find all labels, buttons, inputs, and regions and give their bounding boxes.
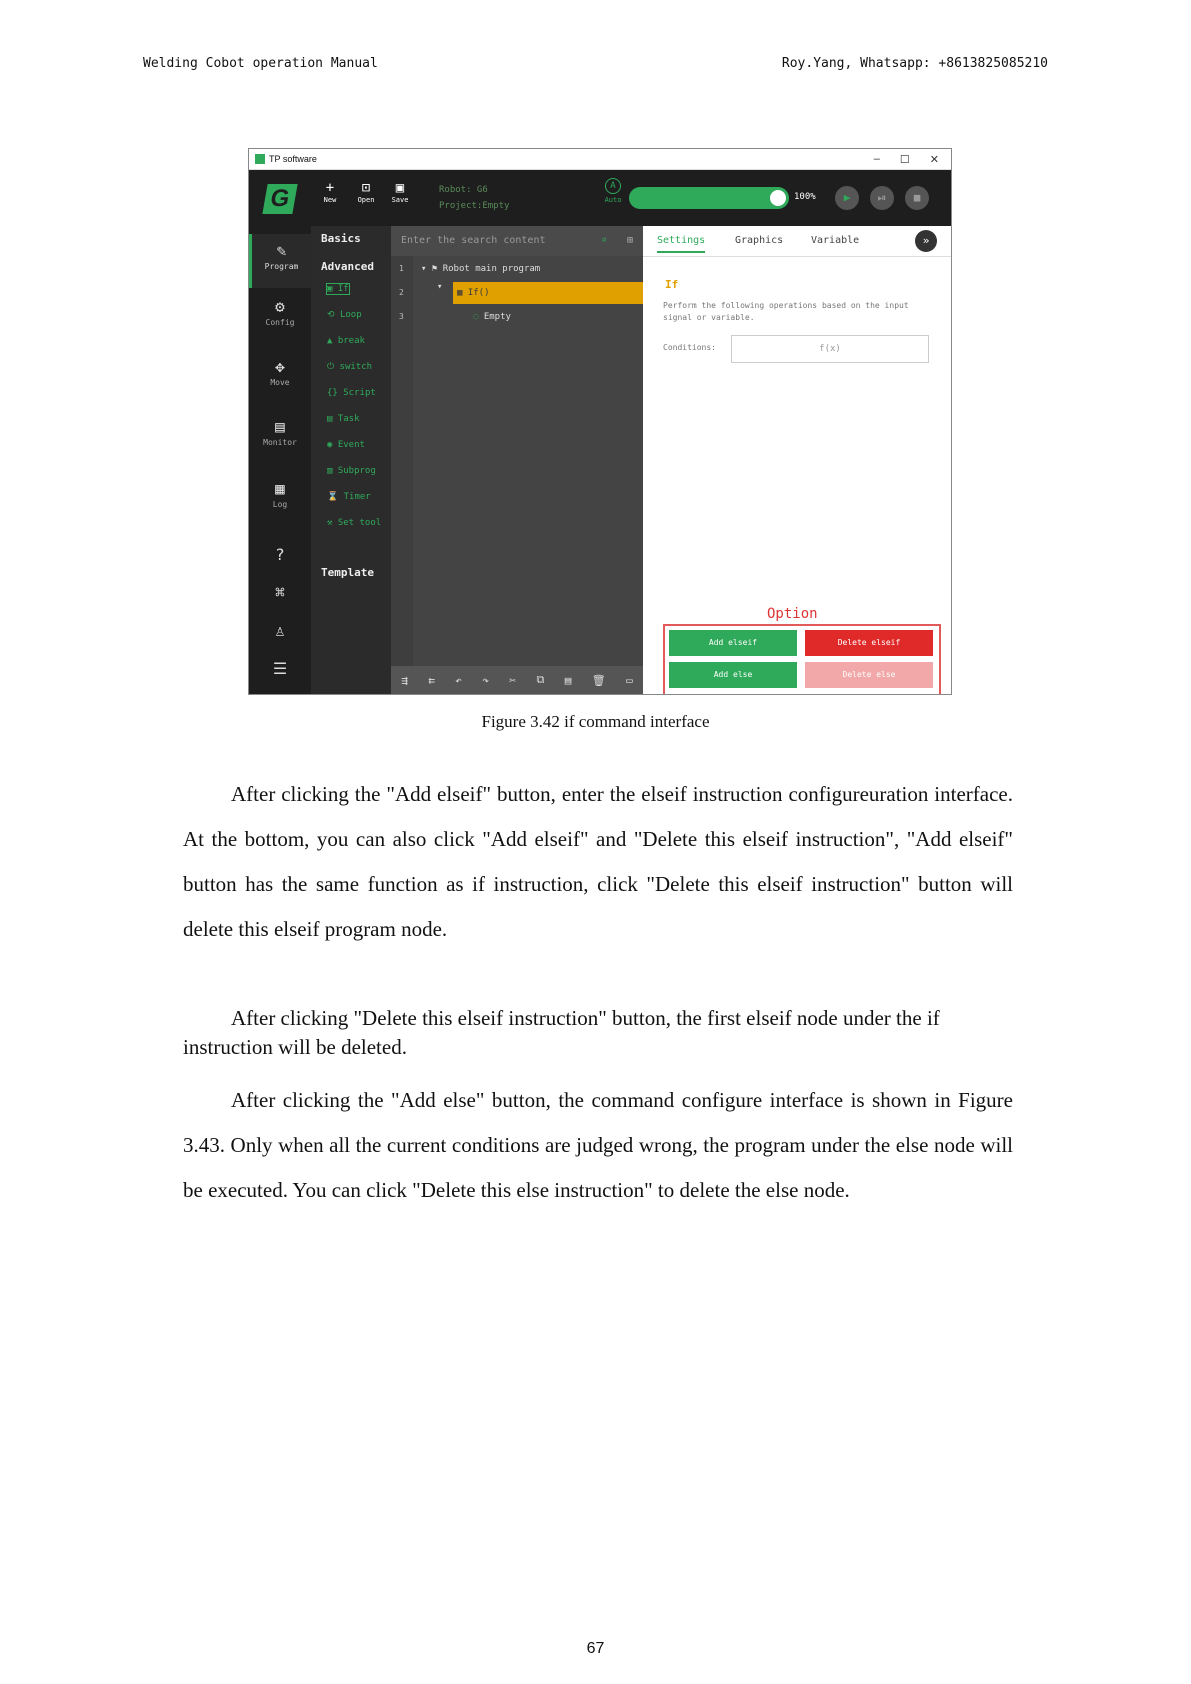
nav-menu[interactable] bbox=[249, 658, 311, 680]
header-right: Roy.Yang, Whatsapp: +8613825085210 bbox=[781, 56, 1048, 71]
paragraph: After clicking "Delete this elseif instruction" button, the first elseif node under the if instruction will be deleted. bbox=[183, 1006, 940, 1059]
nav-monitor[interactable] bbox=[249, 416, 311, 447]
category-column bbox=[311, 226, 391, 694]
conditions-label: Conditions: bbox=[663, 343, 716, 352]
paste-icon[interactable]: ▤ bbox=[564, 673, 572, 687]
menu-icon: ☰ bbox=[272, 659, 288, 678]
tree-node-if[interactable] bbox=[453, 282, 643, 304]
search-placeholder: Enter the search content bbox=[401, 235, 546, 246]
figure-caption: Figure 3.42 if command interface bbox=[481, 712, 710, 731]
category-item-label: If bbox=[337, 284, 349, 294]
tree-node-label: If() bbox=[467, 288, 490, 298]
line-numbers bbox=[391, 256, 413, 666]
app-logo: G bbox=[262, 184, 297, 214]
outdent-icon[interactable]: ⇇ bbox=[428, 673, 435, 687]
line-number: 3 bbox=[399, 312, 404, 321]
option-label: Option bbox=[767, 606, 818, 622]
category-item-set-tool[interactable] bbox=[327, 518, 381, 528]
category-item-label: Set tool bbox=[337, 518, 382, 528]
copy-icon[interactable]: ⧉ bbox=[536, 673, 545, 686]
app-small-logo-icon bbox=[255, 154, 265, 164]
nav-log[interactable] bbox=[249, 478, 311, 509]
add-elseif-button[interactable]: Add elseif bbox=[669, 630, 797, 656]
minimize-button[interactable]: – bbox=[873, 152, 880, 165]
category-item-script[interactable] bbox=[327, 388, 376, 398]
switch-icon: ⏻ bbox=[327, 362, 340, 372]
category-item-label: Task bbox=[337, 414, 360, 424]
nav-apps[interactable] bbox=[249, 582, 311, 604]
panel-description: Perform the following operations based on the input signal or variable. bbox=[663, 301, 909, 322]
save-label: Save bbox=[391, 196, 409, 204]
apps-icon: ⌘ bbox=[275, 583, 285, 602]
tree-expand-icon[interactable]: ▾ bbox=[437, 282, 443, 292]
task-icon: ▤ bbox=[327, 414, 338, 424]
log-icon: ▦ bbox=[275, 479, 285, 498]
robot-line: Robot: G6 bbox=[439, 185, 488, 195]
nav-monitor-label: Monitor bbox=[263, 438, 297, 447]
settings-panel bbox=[643, 226, 951, 694]
help-icon: ? bbox=[275, 545, 285, 564]
category-item-switch[interactable] bbox=[327, 362, 372, 372]
run-button[interactable]: ▶ bbox=[835, 186, 859, 210]
category-template[interactable]: Template bbox=[321, 566, 374, 579]
tree-node-main[interactable]: ▾ ⚑ Robot main program bbox=[421, 264, 541, 274]
category-item-label: switch bbox=[339, 362, 373, 372]
move-icon: ✥ bbox=[275, 357, 285, 376]
option-box bbox=[663, 624, 941, 695]
nav-help[interactable] bbox=[249, 544, 311, 566]
comment-icon[interactable]: ▭ bbox=[626, 673, 633, 687]
window-title: TP software bbox=[269, 154, 317, 164]
save-button[interactable] bbox=[387, 180, 413, 204]
search-icon[interactable]: ⌕ bbox=[600, 235, 607, 246]
collapse-icon[interactable]: ⊞ bbox=[626, 235, 633, 246]
project-line: Project:Empty bbox=[439, 201, 510, 211]
open-button[interactable] bbox=[353, 180, 379, 204]
new-button[interactable] bbox=[317, 180, 343, 204]
cut-icon[interactable]: ✂ bbox=[509, 673, 517, 687]
set-tool-icon: ⚒ bbox=[327, 518, 338, 528]
category-item-label: Event bbox=[337, 440, 365, 450]
redo-icon[interactable]: ↷ bbox=[482, 673, 489, 687]
speed-slider-knob[interactable] bbox=[768, 188, 788, 208]
config-icon: ⚙ bbox=[275, 297, 285, 316]
category-item-timer[interactable] bbox=[327, 492, 371, 502]
speed-percent: 100% bbox=[794, 192, 816, 202]
script-icon: {} bbox=[327, 388, 344, 398]
event-icon: ◉ bbox=[327, 440, 338, 450]
loop-icon: ⟲ bbox=[327, 310, 340, 320]
search-input[interactable] bbox=[391, 226, 643, 256]
top-toolbar bbox=[249, 170, 951, 226]
program-icon: ✎ bbox=[276, 241, 287, 260]
category-item-label: break bbox=[337, 336, 365, 346]
category-item-task[interactable] bbox=[327, 414, 360, 424]
indent-icon[interactable]: ⇶ bbox=[401, 673, 408, 687]
nav-program[interactable] bbox=[249, 234, 311, 288]
speed-slider[interactable] bbox=[629, 187, 789, 209]
nav-config-label: Config bbox=[265, 318, 295, 327]
category-item-if[interactable] bbox=[327, 284, 349, 294]
timer-icon: ⌛ bbox=[327, 492, 344, 502]
auto-icon: A bbox=[605, 178, 621, 194]
header-left: Welding Cobot operation Manual bbox=[143, 56, 378, 71]
if-node-icon: ▦ bbox=[457, 288, 463, 298]
empty-node-icon: ◌ bbox=[473, 312, 479, 322]
auto-label: Auto bbox=[604, 196, 622, 204]
category-item-label: Timer bbox=[343, 492, 371, 502]
add-else-button[interactable]: Add else bbox=[669, 662, 797, 688]
subprog-icon: ▥ bbox=[327, 466, 338, 476]
expand-panel-icon[interactable]: » bbox=[915, 230, 937, 252]
auto-button[interactable] bbox=[601, 178, 625, 204]
category-item-break[interactable] bbox=[327, 336, 365, 346]
paragraph: After clicking the "Add elseif" button, enter the elseif instruction configureuration interface. At the bottom, you can also click "Add elseif" and "Delete this elseif instruction", "Add elseif" button has the same function as if instruction, click "Delete this elseif instruction" button will delete this elseif program node. bbox=[183, 782, 1013, 941]
tree-node-empty[interactable] bbox=[473, 312, 511, 322]
category-item-event[interactable] bbox=[327, 440, 365, 450]
open-icon: ⊡ bbox=[361, 180, 371, 196]
open-label: Open bbox=[357, 196, 375, 204]
break-icon: ▲ bbox=[327, 336, 338, 346]
close-button[interactable]: ✕ bbox=[929, 153, 939, 166]
tree-node-label: Empty bbox=[483, 312, 511, 322]
panel-tabs bbox=[643, 226, 951, 257]
new-label: New bbox=[323, 196, 337, 204]
robot-info bbox=[439, 182, 509, 214]
category-item-loop[interactable] bbox=[327, 310, 362, 320]
tab-graphics[interactable]: Graphics bbox=[735, 235, 784, 246]
save-icon: ▣ bbox=[395, 180, 405, 196]
nav-log-label: Log bbox=[272, 500, 288, 509]
conditions-input[interactable]: f(x) bbox=[731, 335, 929, 363]
delete-else-button[interactable]: Delete else bbox=[805, 662, 933, 688]
maximize-button[interactable]: ☐ bbox=[899, 153, 910, 166]
window-titlebar bbox=[249, 149, 951, 170]
tab-settings[interactable]: Settings bbox=[657, 235, 705, 253]
nav-program-label: Program bbox=[264, 262, 299, 271]
nav-move[interactable] bbox=[249, 356, 311, 387]
category-item-subprog[interactable] bbox=[327, 466, 376, 476]
page-number: 67 bbox=[586, 1640, 605, 1657]
line-number: 1 bbox=[399, 264, 404, 273]
category-item-label: Subprog bbox=[337, 466, 376, 476]
delete-elseif-button[interactable]: Delete elseif bbox=[805, 630, 933, 656]
program-tree-panel bbox=[391, 226, 643, 694]
step-button[interactable]: ⏯ bbox=[870, 186, 894, 210]
tab-variable[interactable]: Variable bbox=[811, 235, 860, 246]
category-item-label: Loop bbox=[339, 310, 362, 320]
left-nav bbox=[249, 226, 311, 694]
if-icon: ▣ bbox=[327, 284, 338, 294]
nav-move-label: Move bbox=[270, 378, 290, 387]
nav-config[interactable] bbox=[249, 296, 311, 327]
software-screenshot bbox=[248, 148, 952, 695]
plus-icon: + bbox=[325, 180, 335, 196]
tree-node-label: Robot main program bbox=[442, 264, 541, 274]
program-tree bbox=[413, 256, 643, 666]
line-number: 2 bbox=[399, 288, 404, 297]
nav-user[interactable] bbox=[249, 620, 311, 642]
delete-icon[interactable]: 🗑 bbox=[591, 673, 606, 687]
user-icon: ♙ bbox=[275, 621, 285, 640]
undo-icon[interactable]: ↶ bbox=[455, 673, 462, 687]
category-basics[interactable]: Basics bbox=[321, 232, 361, 245]
paragraph: After clicking the "Add else" button, the command configure interface is shown in Figure 3.43. Only when all the current conditions are judged wrong, the program under the else node will be executed. You can click "Delete this else instruction" to delete the else node. bbox=[183, 1088, 1013, 1202]
category-advanced[interactable]: Advanced bbox=[321, 260, 374, 273]
main-program-icon: ⚑ bbox=[431, 264, 438, 274]
stop-button[interactable]: ■ bbox=[905, 186, 929, 210]
monitor-icon: ▤ bbox=[275, 417, 285, 436]
category-item-label: Script bbox=[343, 388, 376, 398]
panel-title: If bbox=[665, 278, 679, 291]
edit-toolbar bbox=[391, 666, 643, 694]
